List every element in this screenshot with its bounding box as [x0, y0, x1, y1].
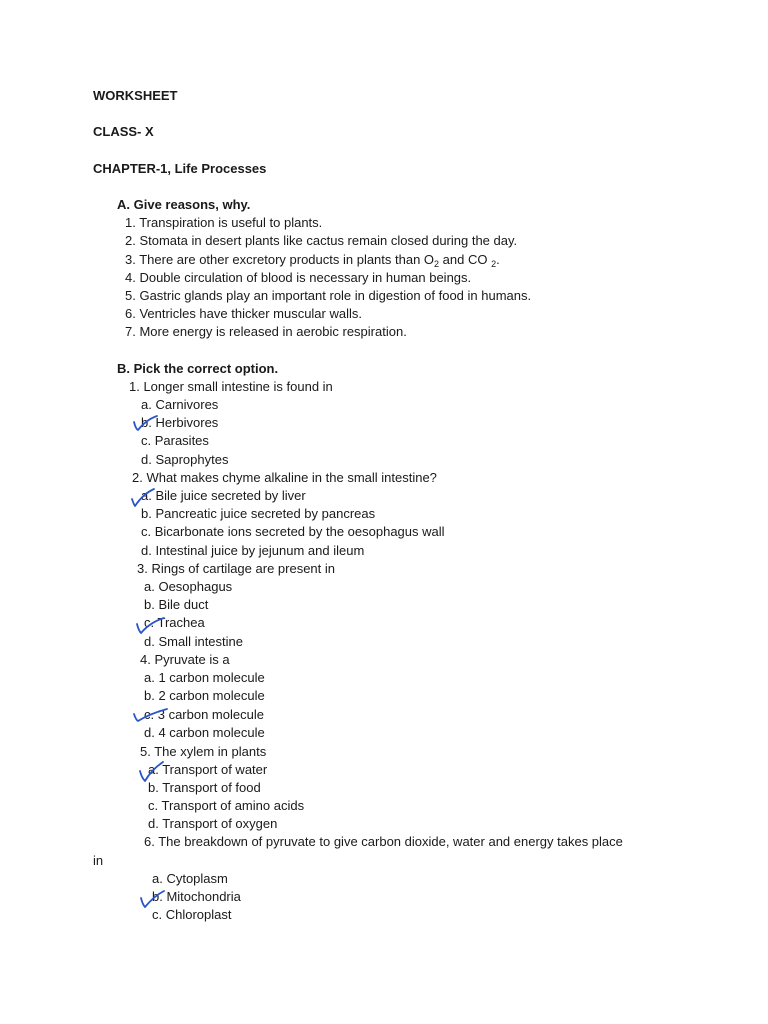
mcq-option: b. Mitochondria	[152, 889, 241, 904]
mcq-option: a. Oesophagus	[144, 579, 233, 594]
reason-item: 4. Double circulation of blood is necessary in human beings.	[125, 270, 472, 285]
mcq-option: c. Trachea	[144, 615, 205, 630]
handwritten-check-icon	[139, 888, 167, 910]
handwritten-check-icon	[138, 760, 166, 784]
mcq-option: b. Bile duct	[144, 597, 209, 612]
section-a-heading: A. Give reasons, why.	[117, 197, 251, 212]
handwritten-check-icon	[132, 413, 160, 433]
reason-item-text: and CO	[439, 252, 492, 267]
mcq-option: c. 3 carbon molecule	[144, 707, 264, 722]
mcq-option: c. Parasites	[141, 433, 209, 448]
mcq-option: d. Saprophytes	[141, 452, 229, 467]
mcq-option: c. Bicarbonate ions secreted by the oesophagus wall	[141, 524, 445, 539]
mcq-option: d. 4 carbon molecule	[144, 725, 265, 740]
reason-item: 1. Transpiration is useful to plants.	[125, 215, 323, 230]
mcq-option: a. Cytoplasm	[152, 871, 228, 886]
reason-item-text: .	[496, 252, 500, 267]
reason-item: 5. Gastric glands play an important role in digestion of food in humans.	[125, 288, 532, 303]
chapter-title: CHAPTER-1, Life Processes	[93, 161, 267, 176]
section-b-heading: B. Pick the correct option.	[117, 361, 279, 376]
handwritten-check-icon	[130, 486, 158, 508]
mcq-option: d. Small intestine	[144, 634, 243, 649]
reason-item: 6. Ventricles have thicker muscular walls.	[125, 306, 362, 321]
reason-item	[125, 252, 500, 268]
worksheet-title: WORKSHEET	[93, 88, 178, 103]
mcq-option: b. Herbivores	[141, 415, 219, 430]
mcq-option: a. Carnivores	[141, 397, 219, 412]
reason-item: 7. More energy is released in aerobic respiration.	[125, 324, 407, 339]
mcq-question-continuation: in	[93, 853, 104, 868]
subscript: 2	[434, 259, 440, 269]
mcq-option: c. Chloroplast	[152, 907, 232, 922]
mcq-option: d. Intestinal juice by jejunum and ileum	[141, 543, 365, 558]
mcq-question: 4. Pyruvate is a	[140, 652, 230, 667]
mcq-option: d. Transport of oxygen	[148, 816, 278, 831]
reason-item-text: 3. There are other excretory products in plants than O	[125, 252, 435, 267]
subscript: 2	[491, 259, 497, 269]
reason-item: 2. Stomata in desert plants like cactus remain closed during the day.	[125, 233, 518, 248]
mcq-option: b. 2 carbon molecule	[144, 688, 265, 703]
mcq-question: 1. Longer small intestine is found in	[129, 379, 333, 394]
mcq-option: b. Pancreatic juice secreted by pancreas	[141, 506, 376, 521]
mcq-option: a. Transport of water	[148, 762, 268, 777]
mcq-option: b. Transport of food	[148, 780, 261, 795]
mcq-option: a. 1 carbon molecule	[144, 670, 265, 685]
handwritten-check-icon	[135, 614, 167, 636]
mcq-question: 2. What makes chyme alkaline in the small intestine?	[132, 470, 437, 485]
mcq-option: c. Transport of amino acids	[148, 798, 305, 813]
class-label: CLASS- X	[93, 124, 154, 139]
handwritten-check-icon	[132, 704, 170, 724]
mcq-option: a. Bile juice secreted by liver	[141, 488, 306, 503]
mcq-question: 5. The xylem in plants	[140, 744, 267, 759]
mcq-question: 3. Rings of cartilage are present in	[137, 561, 335, 576]
mcq-question: 6. The breakdown of pyruvate to give carbon dioxide, water and energy takes place	[144, 834, 623, 849]
